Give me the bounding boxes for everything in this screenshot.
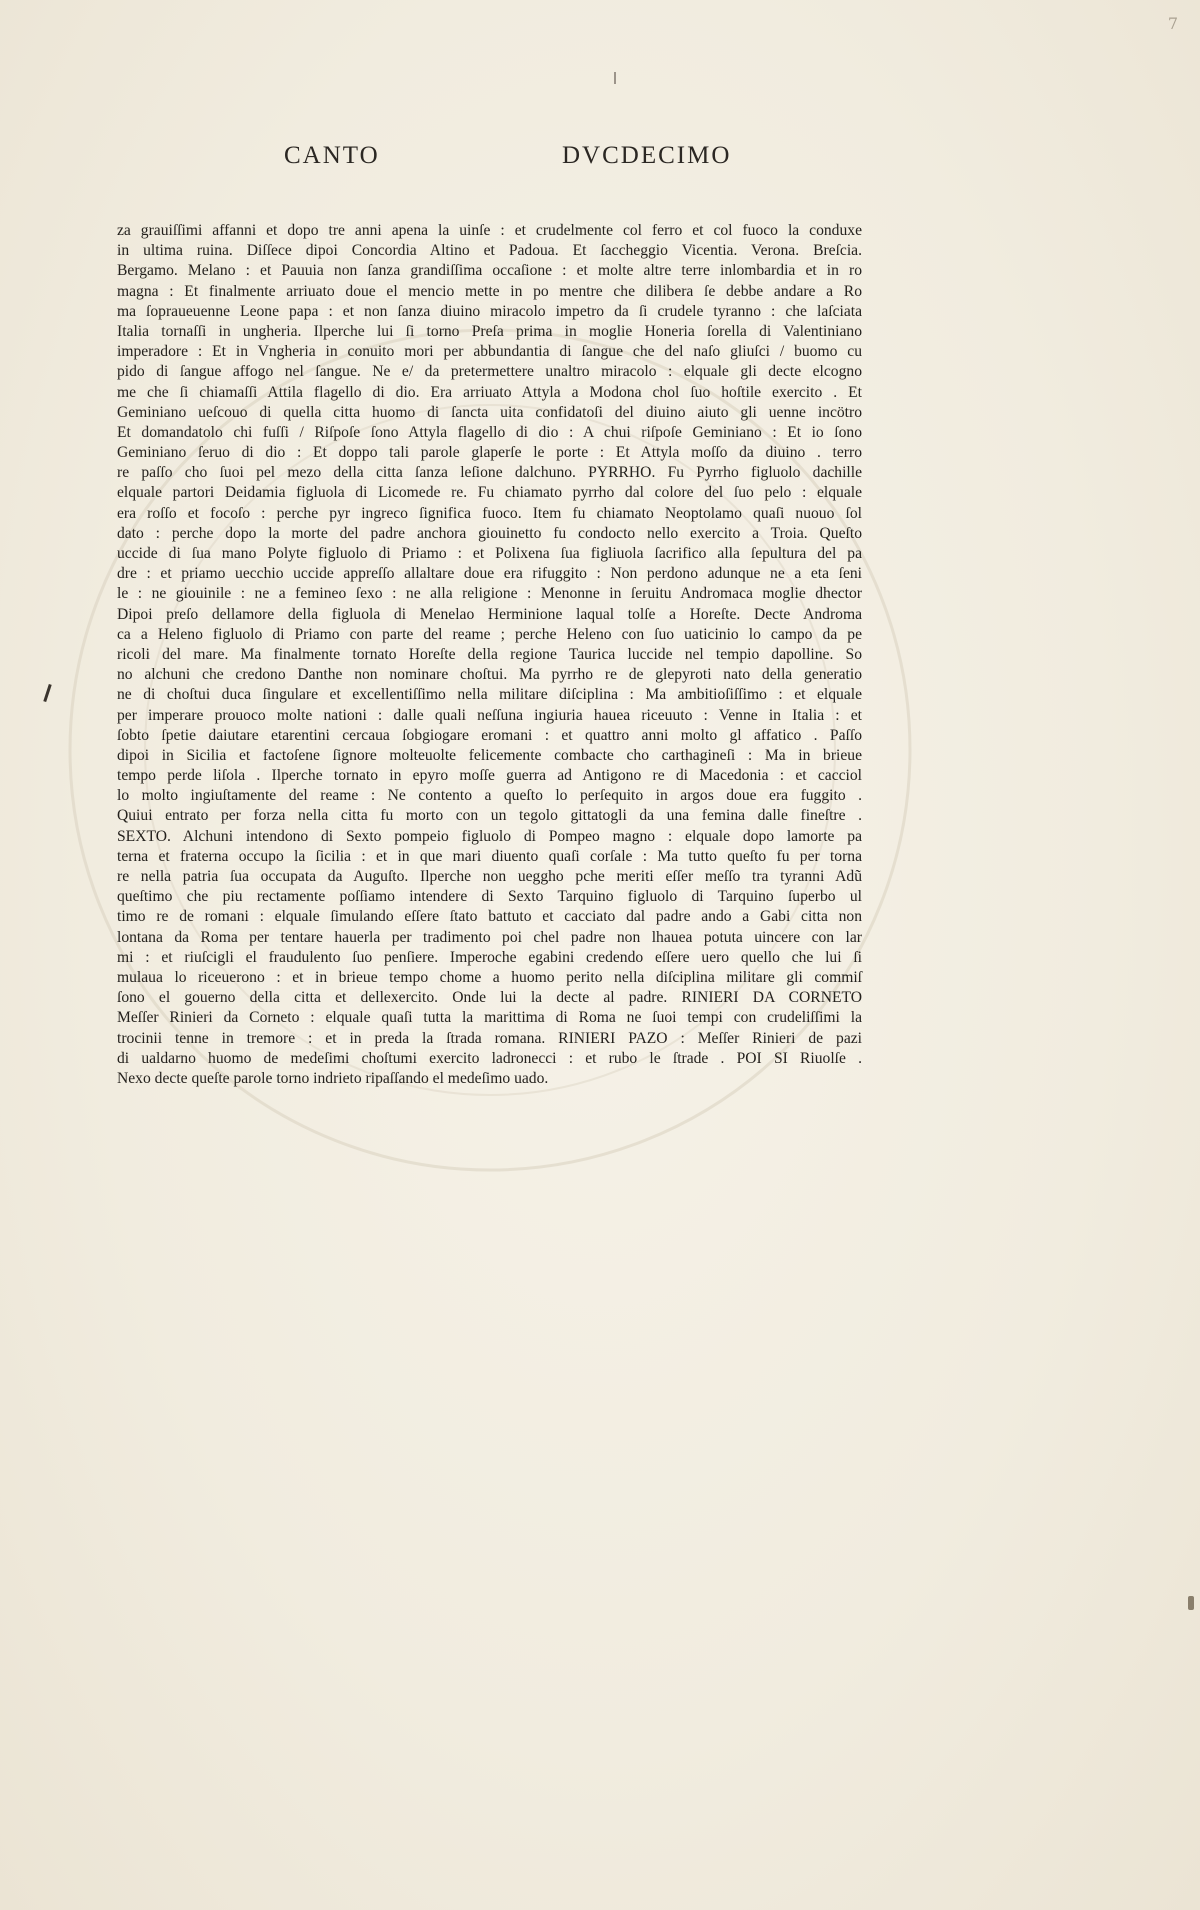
text-line: trocinii tenne in tremore : et in preda la ſtrada romana. RINIERI PAZO : Meſſer Rinieri de pazi (117, 1029, 862, 1047)
text-line: pido di ſangue affogo nel ſangue. Ne e/ da pretermettere unaltro miracolo : elquale gli decte elcogno (117, 363, 862, 381)
text-line: ricoli del mare. Ma finalmente tornato Horeſte della regione Taurica luccide nel tempio dapolline. So (117, 645, 862, 663)
text-line: Geminiano ſeruo di dio : Et doppo tali parole glaperſe le porte : Et Attyla moſſo da diuino . terro (117, 444, 862, 462)
text-line: dipoi in Sicilia et factoſene ſignore molteuolte felicemente combacte cho carthagineſi : Ma in brieue (117, 746, 862, 764)
text-line: Geminiano ueſcouo di quella citta huomo di ſancta uita confidatoſi del diuino aiuto gli uenne incötro (117, 403, 862, 421)
text-line: me che ſi chiamaſſi Attila flagello di dio. Era arriuato Attyla a Modona chol ſuo hoſtile exercito . Et (117, 383, 862, 401)
text-line: era roſſo et focoſo : perche pyr ingreco ſignifica fuoco. Item fu chiamato Neoptolamo quaſi nuouo ſol (117, 504, 862, 522)
text-line: za grauiſſimi affanni et dopo tre anni apena la uinſe : et crudelmente col ferro et col fuoco la conduxe (117, 222, 862, 239)
header-canto: CANTO (284, 142, 380, 169)
text-line: lo molto ingiuſtamente del reame : Ne contento a queſto lo perſequito in argos doue era fuggito . (117, 787, 862, 805)
text-line: dato : perche dopo la morte del padre anchora giouinetto fu condocto nello exercito a Troia. Queſto (117, 524, 862, 542)
text-line: di ualdarno huomo de medeſimi choſtumi exercito ladronecci : et rubo le ſtrade . POI SI Riuolſe . (117, 1049, 862, 1067)
text-line: in ultima ruina. Diſſece dipoi Concordia Altino et Padoua. Et ſaccheggio Vicentia. Verona. Breſcia. (117, 242, 862, 260)
text-line: ne di choſtui duca ſingulare et excellentiſſimo nella militare diſciplina : Ma ambitioſiſſimo : et elquale (117, 686, 862, 704)
text-line: imperadore : Et in Vngheria in conuito mori per abbundantia di ſangue che del naſo gliuſci / buomo cu (117, 343, 862, 361)
margin-ink-mark (43, 684, 51, 702)
text-line: uccide di ſua mano Polyte figluolo di Priamo : et Polixena ſua figliuola ſacrifico alla ſepultura del pa (117, 545, 862, 562)
text-line: ca a Heleno figluolo di Priamo con parte del reame ; perche Heleno con ſuo uaticinio lo campo da pe (117, 625, 862, 643)
edge-speck (1188, 1596, 1194, 1610)
text-line: dre : et priamo uecchio uccide appreſſo allaltare doue era rifuggito : Non perdono adunque ne a eta ſeni (117, 565, 862, 583)
text-line: no alchuni che credono Danthe non nominare choſtui. Ma pyrrho re de glepyroti nato della generatio (117, 666, 862, 684)
text-line: magna : Et finalmente arriuato doue el mencio mette in po mentre che dilibera ſe debbe andare a Ro (117, 282, 862, 300)
text-line: mulaua lo riceuerono : et in brieue tempo chome a huomo perito nella diſciplina militare gli commiſ (117, 968, 862, 986)
text-line: queſtimo che piu rectamente poſſiamo intendere di Sexto Tarquino figluolo di Tarquino ſuperbo ul (117, 888, 862, 906)
text-line: ſobto ſpetie daiutare etarentini cercaua ſobgiogare eromani : et quattro anni molto gl affatico . Paſſo (117, 726, 862, 744)
text-line: lontana da Roma per tentare hauerla per tradimento poi chel padre non lhauea potuta uincere con lar (117, 928, 862, 946)
text-line: re paſſo cho ſuoi pel mezo della citta ſanza leſione dalchuno. PYRRHO. Fu Pyrrho figluolo dachille (117, 464, 862, 482)
top-tick-mark (614, 72, 616, 84)
text-line: Bergamo. Melano : et Pauuia non ſanza grandiſſima occaſione : et molte altre terre inlombardia et in ro (117, 262, 862, 280)
text-line: Dipoi preſo dellamore della figluola di Menelao Herminione laqual tolſe a Horeſte. Decte Androma (117, 605, 862, 623)
text-line: Meſſer Rinieri da Corneto : elquale quaſi tutta la marittima di Roma ne ſuoi tempi con crudeliſſimi la (117, 1009, 862, 1027)
text-line: ma ſopraueuenne Leone papa : et non ſanza diuino miracolo impetro da ſi crudele tyranno : che laſciata (117, 302, 862, 320)
commentary-text-block (117, 221, 862, 1089)
text-line: elquale partori Deidamia figluola di Licomede re. Fu chiamato pyrrho dal colore del ſuo pelo : elquale (117, 484, 862, 502)
text-line: SEXTO. Alchuni intendono di Sexto pompeio figluolo di Pompeo magno : elquale dopo lamorte pa (117, 827, 862, 845)
text-line: Italia tornaſſi in ungheria. Ilperche lui ſi torno Preſa prima in moglie Honeria ſorella di Valentiniano (117, 322, 862, 340)
text-line: re nella patria ſua occupata da Auguſto. Ilperche non ueggho pche meriti eſſer meſſo tra tyranni Adũ (117, 868, 862, 885)
text-line: tempo perde liſola . Ilperche tornato in epyro moſſe guerra ad Antigono re di Macedonia : et cacciol (117, 767, 862, 785)
corner-pencil-mark: 7 (1167, 14, 1178, 33)
header-canto-number: DVCDECIMO (562, 142, 732, 169)
running-header (0, 142, 1200, 176)
text-line: Et domandatolo chi fuſſi / Riſpoſe ſono Attyla flagello di dio : A chui riſpoſe Geminiano : Et io ſono (117, 423, 862, 441)
text-line: Quiui entrato per forza nella citta fu morto con un tegolo gittatogli da una femina dalle fineſtre . (117, 807, 862, 825)
text-line: per imperare prouoco molte nationi : dalle quali neſſuna ingiuria hauea riceuuto : Venne in Italia : et (117, 706, 862, 724)
text-line: mi : et riuſcigli el fraudulento ſuo penſiere. Imperoche egabini credendo eſſere uero quello che lui ſi (117, 948, 862, 966)
text-line: Nexo decte queſte parole torno indrieto ripaſſando el medeſimo uado. (117, 1069, 549, 1087)
text-line: ſono el gouerno della citta et dellexercito. Onde lui la decte al padre. RINIERI DA CORNETO (117, 989, 862, 1007)
text-line: terna et fraterna occupo la ſicilia : et in que mari diuento quaſi corſale : Ma tutto queſto fu per torna (117, 847, 862, 865)
text-line: timo re de romani : elquale ſimulando eſſere ſtato battuto et cacciato dal padre ando a Gabi citta non (117, 908, 862, 926)
text-line: le : ne giouinile : ne a femineo ſexo : ne alla religione : Menonne in ſeruitu Andromaca moglie dhector (117, 585, 862, 603)
